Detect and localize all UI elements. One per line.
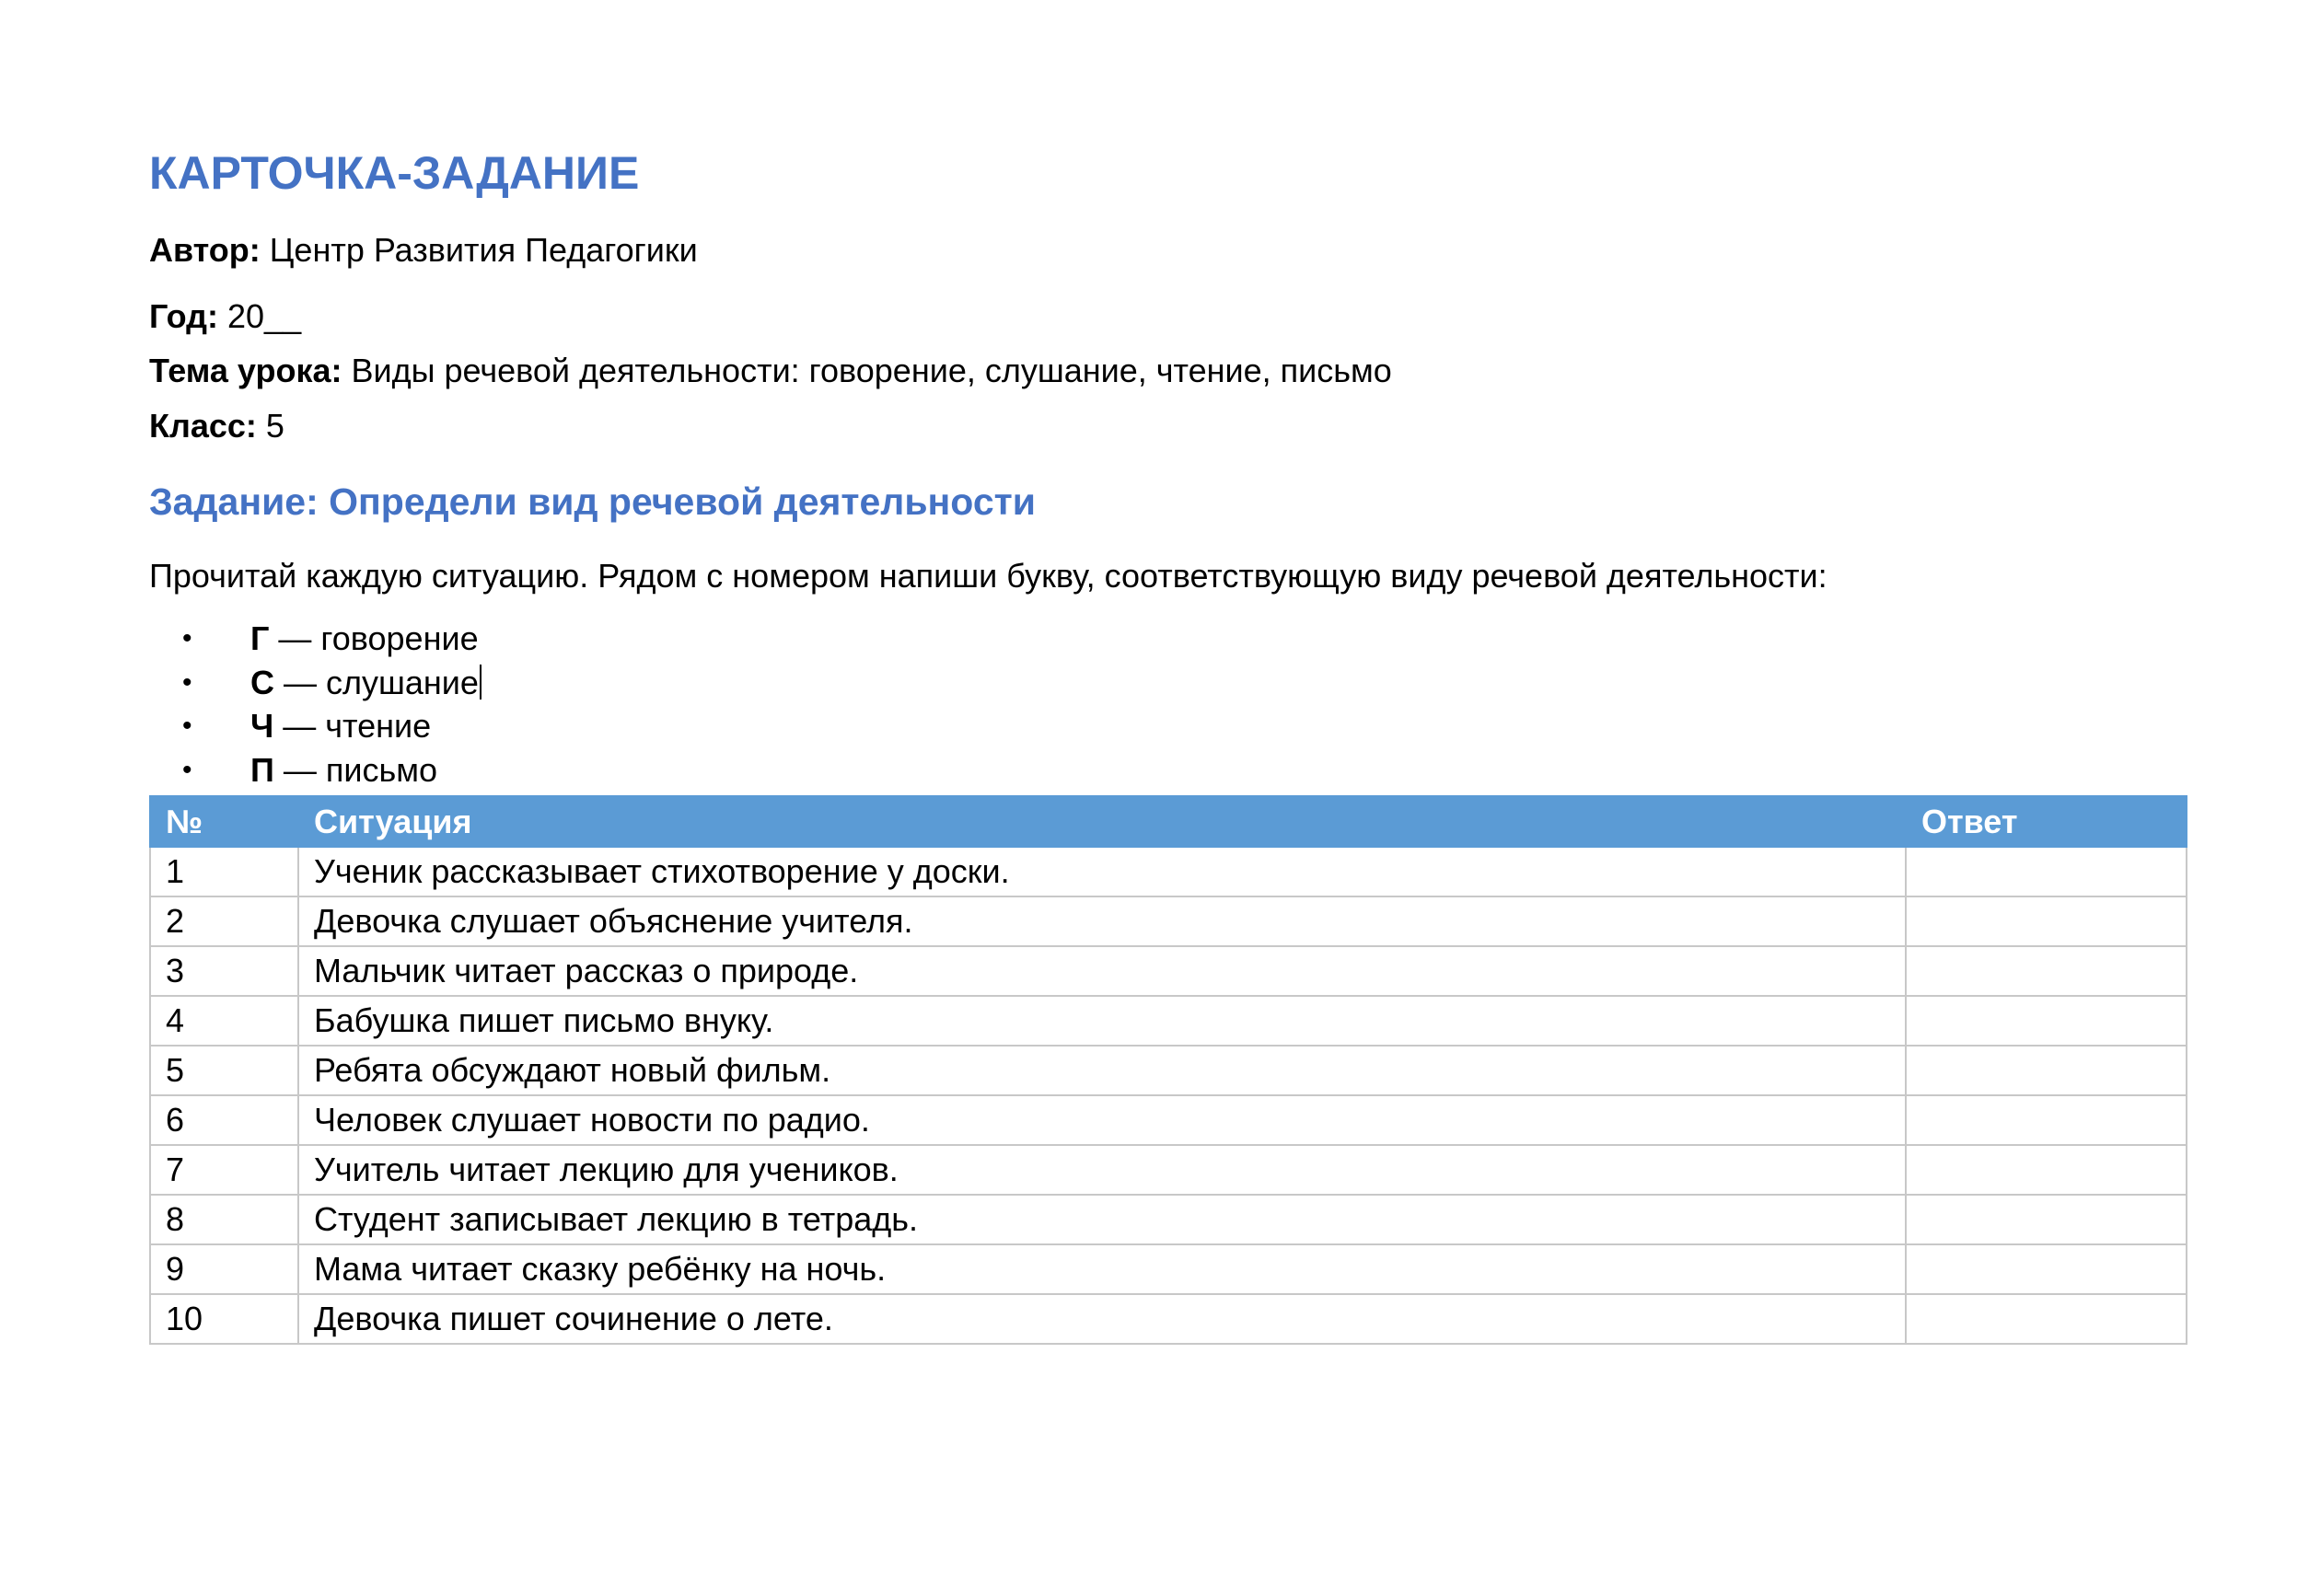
row-number[interactable]: 7 xyxy=(150,1145,298,1195)
row-number[interactable]: 1 xyxy=(150,847,298,896)
row-situation[interactable]: Студент записывает лекцию в тетрадь. xyxy=(298,1195,1906,1244)
table-header-row xyxy=(150,796,2187,847)
year-value: 20__ xyxy=(227,297,302,335)
row-situation[interactable]: Девочка пишет сочинение о лете. xyxy=(298,1294,1906,1344)
legend-description: — говорение xyxy=(269,619,479,657)
answer-cell[interactable] xyxy=(1906,1244,2187,1294)
legend-item-text xyxy=(250,750,437,791)
row-number[interactable]: 5 xyxy=(150,1046,298,1095)
author-label: Автор: xyxy=(149,231,261,269)
row-number[interactable]: 10 xyxy=(150,1294,298,1344)
table-row xyxy=(150,996,2187,1046)
row-situation[interactable]: Ученик рассказывает стихотворение у доски. xyxy=(298,847,1906,896)
table-row xyxy=(150,1046,2187,1095)
header-situation[interactable]: Ситуация xyxy=(298,796,1906,847)
row-situation[interactable]: Бабушка пишет письмо внуку. xyxy=(298,996,1906,1046)
author-value: Центр Развития Педагогики xyxy=(269,231,698,269)
legend-description: — письмо xyxy=(273,750,438,789)
row-number[interactable]: 6 xyxy=(150,1095,298,1145)
row-number[interactable]: 8 xyxy=(150,1195,298,1244)
row-situation[interactable]: Учитель читает лекцию для учеников. xyxy=(298,1145,1906,1195)
table-row xyxy=(150,946,2187,996)
document-title[interactable]: КАРТОЧКА-ЗАДАНИЕ xyxy=(149,147,640,199)
table-row xyxy=(150,1095,2187,1145)
meta-year[interactable] xyxy=(149,296,301,337)
header-number[interactable]: № xyxy=(150,796,298,847)
legend-letter: Г xyxy=(250,619,270,657)
year-label: Год: xyxy=(149,297,218,335)
answer-cell[interactable] xyxy=(1906,1294,2187,1344)
answer-cell[interactable] xyxy=(1906,996,2187,1046)
legend-description: — слушание xyxy=(274,663,479,701)
table-row xyxy=(150,1294,2187,1344)
legend-description: — чтение xyxy=(273,707,432,745)
bullet-icon: • xyxy=(182,623,192,653)
row-situation[interactable]: Человек слушает новости по радио. xyxy=(298,1095,1906,1145)
table-row xyxy=(150,1244,2187,1294)
table-row xyxy=(150,896,2187,946)
legend-item-text xyxy=(250,706,431,746)
answer-cell[interactable] xyxy=(1906,1195,2187,1244)
table-row xyxy=(150,1195,2187,1244)
row-number[interactable]: 2 xyxy=(150,896,298,946)
answer-cell[interactable] xyxy=(1906,1046,2187,1095)
topic-label: Тема урока: xyxy=(149,352,342,389)
bullet-icon: • xyxy=(182,711,192,741)
text-cursor xyxy=(480,665,482,700)
header-answer[interactable]: Ответ xyxy=(1906,796,2187,847)
row-number[interactable]: 9 xyxy=(150,1244,298,1294)
row-number[interactable]: 4 xyxy=(150,996,298,1046)
legend-letter: Ч xyxy=(250,707,274,745)
meta-topic[interactable] xyxy=(149,351,1392,391)
row-situation[interactable]: Мама читает сказку ребёнку на ночь. xyxy=(298,1244,1906,1294)
task-title[interactable]: Задание: Определи вид речевой деятельности xyxy=(149,480,1036,523)
answer-cell[interactable] xyxy=(1906,1095,2187,1145)
row-situation[interactable]: Девочка слушает объяснение учителя. xyxy=(298,896,1906,946)
task-instruction[interactable]: Прочитай каждую ситуацию. Рядом с номером напиши букву, соответствующую виду речевой деятельности: xyxy=(149,557,1827,595)
legend-item-text xyxy=(250,663,482,703)
table-row xyxy=(150,847,2187,896)
situations-table xyxy=(149,795,2187,1345)
table-row xyxy=(150,1145,2187,1195)
topic-value: Виды речевой деятельности: говорение, слушание, чтение, письмо xyxy=(351,352,1392,389)
answer-cell[interactable] xyxy=(1906,1145,2187,1195)
answer-cell[interactable] xyxy=(1906,847,2187,896)
legend-item-text xyxy=(250,619,479,659)
bullet-icon: • xyxy=(182,754,192,785)
row-situation[interactable]: Ребята обсуждают новый фильм. xyxy=(298,1046,1906,1095)
class-label: Класс: xyxy=(149,407,257,445)
meta-class[interactable] xyxy=(149,406,284,446)
legend-letter: С xyxy=(250,663,274,701)
answer-cell[interactable] xyxy=(1906,946,2187,996)
meta-author[interactable] xyxy=(149,230,698,271)
bullet-icon: • xyxy=(182,666,192,698)
answer-cell[interactable] xyxy=(1906,896,2187,946)
row-number[interactable]: 3 xyxy=(150,946,298,996)
row-situation[interactable]: Мальчик читает рассказ о природе. xyxy=(298,946,1906,996)
class-value: 5 xyxy=(265,407,284,445)
legend-letter: П xyxy=(250,750,274,789)
